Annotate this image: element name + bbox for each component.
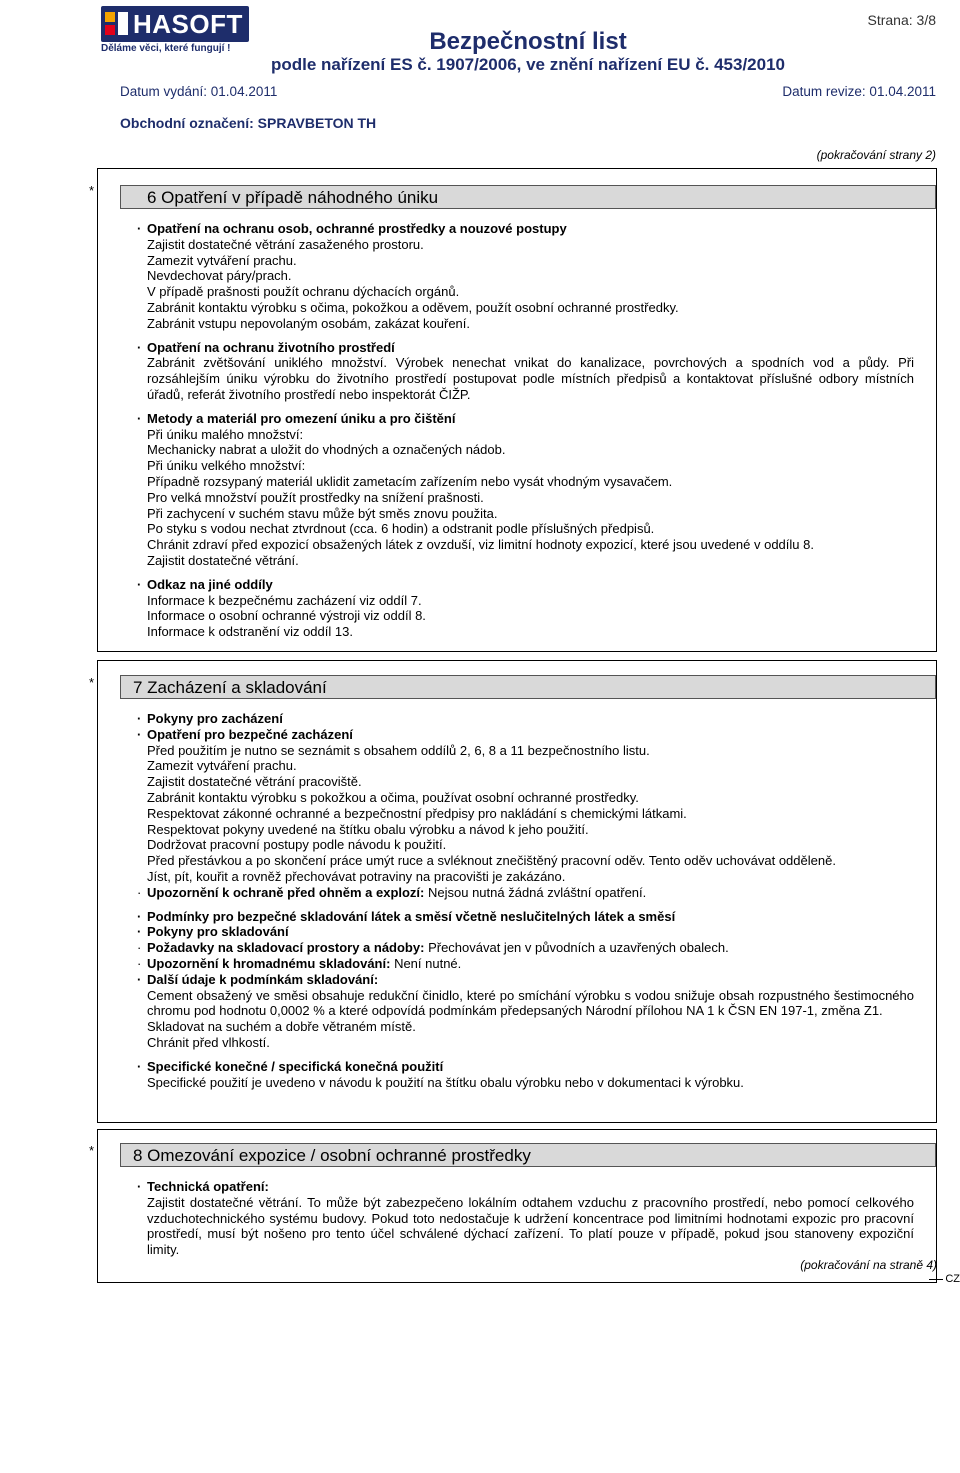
trade-label: Obchodní označení:: [120, 115, 254, 131]
trade-name: SPRAVBETON TH: [257, 115, 377, 131]
issue-date: Datum vydání: 01.04.2011: [120, 84, 278, 99]
text-line: Před použitím je nutno se seznámit s obsahem oddílů 2, 6, 8 a 11 bezpečnostního listu.: [147, 742, 650, 758]
text-line: Pro velká množství použít prostředky na snížení prašnosti.: [147, 489, 484, 505]
section-6-content: [137, 221, 914, 640]
storage-requirements: · Požadavky na skladovací prostory a nádoby: Přechovávat jen v původních a uzavřených obalech.: [137, 940, 729, 956]
text-line: Po styku s vodou nechat ztvrdnout (cca. 6 hodin) a odstranit podle příslušných předpisů.: [147, 521, 655, 537]
page-number: Strana: 3/8: [867, 12, 936, 28]
text-line: Specifické použití je uvedeno v návodu k použití na štítku obalu výrobku nebo v dokumentaci k výrobku.: [147, 1074, 744, 1090]
text-line: Před přestávkou a po skončení práce umýt ruce a svléknout znečištěný pracovní oděv. Tento oděv uchovávat odděleně.: [147, 853, 836, 869]
block-heading: · Opatření na ochranu osob, ochranné prostředky a nouzové postupy: [137, 221, 567, 236]
continued-to: (pokračování na straně 4): [800, 1258, 937, 1272]
bulk-storage-note: · Upozornění k hromadnému skladování: Není nutné.: [137, 955, 462, 971]
block-heading: · Pokyny pro zacházení: [137, 711, 283, 726]
section-8-content: [137, 1179, 914, 1258]
text-line: Zamezit vytváření prachu.: [147, 252, 297, 268]
text-line: Respektovat pokyny uvedené na štítku obalu výrobku a návod k jeho použití.: [147, 821, 589, 837]
text-paragraph: Zabránit zvětšování uniklého množství. Výrobek nenechat vnikat do kanalizace, povrchových a spodních vod a půdy. Při rozsáhlejším úniku výrobku do životního prostředí postupovat podle místních předpisů a kontaktovat příslušné odbory místních úřadů, referát životního prostředí nebo inspektorát ČIŽP.: [147, 355, 914, 402]
logo-square-orange: [105, 12, 115, 22]
text-line: Zajistit dostatečné větrání zasaženého prostoru.: [147, 236, 424, 252]
continued-from: (pokračování strany 2): [816, 148, 936, 162]
section-7: [97, 660, 937, 1123]
block-heading: · Technická opatření:: [137, 1179, 269, 1194]
block-heading: · Opatření pro bezpečné zacházení: [137, 726, 353, 742]
text-line: Jíst, pít, kouřit a rovněž přechovávat potraviny na pracovišti je zakázáno.: [147, 868, 566, 884]
text-line: Při úniku velkého množství:: [147, 458, 306, 474]
logo-slogan: Děláme věci, které fungují !: [101, 43, 231, 54]
text-line: Nevdechovat páry/prach.: [147, 268, 292, 284]
revision-date: Datum revize: 01.04.2011: [782, 84, 936, 99]
text-paragraph: Zajistit dostatečné větrání. To může být zabezpečeno lokálním odtahem vzduchu z pracovního prostředí, nebo pomocí celkového vzduchotechnického systému budovy. Pokud toto nedostačuje k udržení koncentrace pod limitními hodnotami expozic pro pracovní prostředí, musí být nošeno pro tento účel schválené dýchací zařízení. To platí pouze v případě, pokud jsou stanoveny expoziční limity.: [147, 1194, 914, 1258]
text-line: Skladovat na suchém a dobře větraném místě.: [147, 1019, 416, 1035]
section-6: [97, 168, 937, 652]
change-marker: *: [89, 183, 95, 198]
text-paragraph: Cement obsažený ve směsi obsahuje redukční činidlo, které po smíchání výrobku s vodou snižuje obsah rozpustného šestimocného chromu pod hodnotu 0,0002 % a které odpovídá podmínkám předepsaných Národní přílohou NA 1 k ČSN EN 197-1, změna Z1.: [147, 987, 914, 1019]
block-heading: · Specifické konečné / specifická konečná použití: [137, 1058, 444, 1074]
text-line: Chránit zdraví před expozicí obsažených látek z ovzduší, viz limitní hodnoty expozicí, které jsou uvedené v oddílu 8.: [147, 537, 814, 553]
text-line: Chránit před vlhkostí.: [147, 1034, 270, 1050]
text-line: Informace o osobní ochranné výstroji viz oddíl 8.: [147, 608, 426, 624]
logo-text: HASOFT: [133, 9, 243, 39]
text-line: Zabránit kontaktu výrobku s očima, pokožkou a oděvem, použít osobní ochranné prostředky.: [147, 299, 679, 315]
block-heading: · Metody a materiál pro omezení úniku a pro čištění: [137, 410, 456, 426]
document-subtitle: podle nařízení ES č. 1907/2006, ve znění nařízení EU č. 453/2010: [270, 55, 786, 74]
change-marker: *: [89, 1143, 95, 1158]
document-title: Bezpečnostní list: [429, 28, 627, 55]
text-line: Při zachycení v suchém stavu může být směs znovu použita.: [147, 505, 498, 521]
section-8-title: 8 Omezování expozice / osobní ochranné prostředky: [120, 1143, 936, 1167]
text-line: Mechanicky nabrat a uložit do vhodných a označených nádob.: [147, 442, 506, 458]
block-heading: · Opatření na ochranu životního prostředí: [137, 339, 395, 355]
section-7-title: 7 Zacházení a skladování: [120, 675, 936, 699]
section-7-content: [137, 711, 914, 1090]
text-line: Zajistit dostatečné větrání pracoviště.: [147, 774, 362, 790]
text-line: Informace k bezpečnému zacházení viz oddíl 7.: [147, 592, 422, 608]
text-line: Zabránit kontaktu výrobku s pokožkou a očima, používat osobní ochranné prostředky.: [147, 789, 639, 805]
text-line: Zabránit vstupu nepovolaným osobám, zakázat kouření.: [147, 315, 471, 331]
text-line: Případně rozsypaný materiál uklidit zametacím zařízením nebo vysát vhodným vysavačem.: [147, 473, 673, 489]
section-8: [97, 1129, 960, 1285]
block-heading: · Pokyny pro skladování: [137, 924, 289, 940]
block-heading: · Další údaje k podmínkám skladování:: [137, 971, 379, 987]
fire-note: · Upozornění k ochraně před ohněm a explozí: Nejsou nutná žádná zvláštní opatření.: [137, 884, 647, 900]
trade-name-line: [120, 115, 376, 131]
text-line: Zamezit vytváření prachu.: [147, 758, 297, 774]
text-line: Informace k odstranění viz oddíl 13.: [147, 624, 353, 640]
section-6-title: 6 Opatření v případě náhodného úniku: [120, 185, 936, 209]
text-line: V případě prašnosti použít ochranu dýchacích orgánů.: [147, 284, 460, 300]
text-line: Respektovat zákonné ochranné a bezpečnostní předpisy pro nakládání s chemickými látkami.: [147, 805, 687, 821]
text-line: Zajistit dostatečné větrání.: [147, 552, 299, 568]
language-code: CZ: [929, 1273, 960, 1285]
text-line: Při úniku malého množství:: [147, 426, 304, 442]
change-marker: *: [89, 675, 95, 690]
text-line: Dodržovat pracovní postupy podle návodu k použití.: [147, 837, 447, 853]
block-heading: · Odkaz na jiné oddíly: [137, 576, 273, 592]
block-heading: · Podmínky pro bezpečné skladování látek a směsí včetně neslučitelných látek a směsí: [137, 908, 676, 924]
